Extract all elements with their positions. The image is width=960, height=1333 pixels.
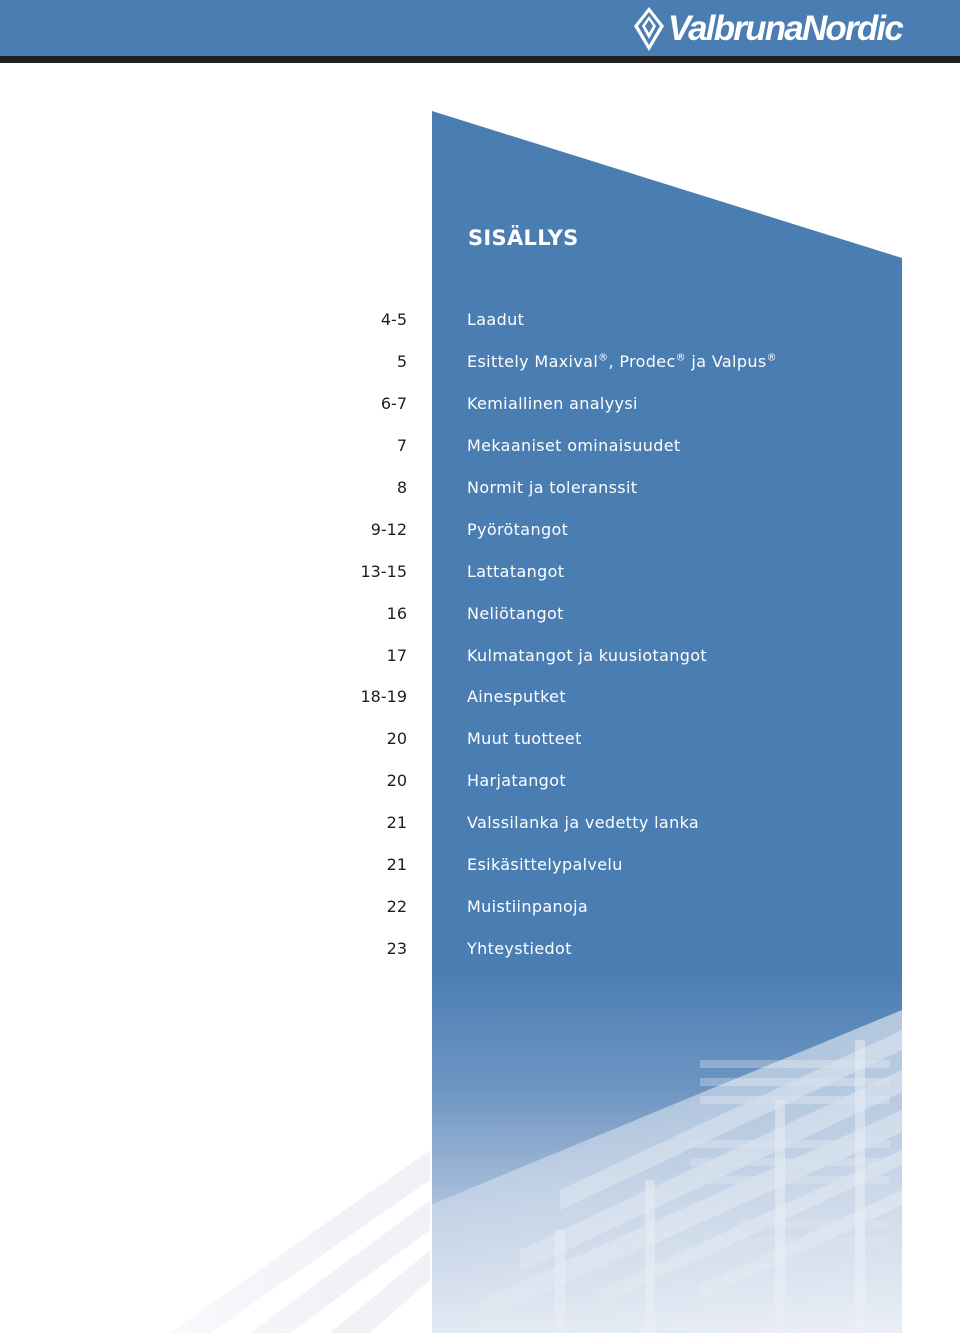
brand-name-right: Nordic — [801, 9, 902, 48]
toc-label: Muistiinpanoja — [467, 897, 589, 917]
toc-label: Valssilanka ja vedetty lanka — [467, 813, 700, 833]
toc-page-number: 8 — [396, 477, 407, 497]
table-of-contents — [340, 306, 900, 977]
page-title: SISÄLLYS — [468, 226, 579, 250]
toc-label: Kulmatangot ja kuusiotangot — [467, 645, 708, 665]
toc-page-number: 21 — [386, 813, 407, 833]
toc-entry — [340, 306, 900, 348]
toc-entry — [340, 683, 900, 725]
toc-page-number: 16 — [386, 603, 407, 623]
toc-page-number: 22 — [386, 897, 407, 917]
brand-logo — [632, 6, 902, 52]
toc-entry — [340, 893, 900, 935]
toc-entry — [340, 809, 900, 851]
toc-label-part: ja Valpus — [686, 351, 767, 371]
toc-page-number: 21 — [386, 855, 407, 875]
toc-page-number: 5 — [396, 351, 407, 371]
toc-page-number: 18-19 — [360, 687, 407, 707]
toc-page-number: 4-5 — [380, 310, 407, 329]
toc-label-part: Esittely Maxival — [467, 351, 599, 371]
toc-label: Harjatangot — [467, 771, 566, 791]
toc-entry — [340, 432, 900, 474]
toc-label: Yhteystiedot — [467, 939, 572, 959]
toc-entry — [340, 474, 900, 516]
toc-entry — [340, 767, 900, 809]
toc-page-number: 20 — [386, 771, 407, 791]
toc-label: Lattatangot — [467, 561, 565, 581]
toc-entry — [340, 516, 900, 558]
valbruna-diamond-icon — [632, 6, 666, 52]
toc-page-number: 7 — [396, 435, 407, 455]
toc-entry — [340, 558, 900, 600]
toc-page-number: 13-15 — [360, 561, 407, 581]
toc-label: Kemiallinen analyysi — [467, 393, 638, 413]
toc-label: Mekaaniset ominaisuudet — [467, 435, 681, 455]
toc-label: Esikäsittelypalvelu — [467, 855, 623, 875]
toc-label: Normit ja toleranssit — [467, 477, 638, 497]
toc-page-number: 17 — [386, 645, 407, 665]
registered-mark: ® — [766, 352, 777, 364]
toc-entry — [340, 600, 900, 642]
toc-label: Ainesputket — [467, 687, 566, 707]
toc-label: Pyörötangot — [467, 519, 569, 539]
header-bar — [0, 0, 960, 63]
registered-mark: ® — [675, 352, 686, 364]
toc-label-part: , Prodec — [608, 351, 676, 371]
toc-label: Laadut — [467, 310, 525, 329]
toc-entry — [340, 851, 900, 893]
brand-name-left: Valbruna — [667, 9, 802, 48]
toc-label: Neliötangot — [467, 603, 564, 623]
toc-entry — [340, 935, 900, 977]
registered-mark: ® — [598, 352, 609, 364]
toc-entry — [340, 348, 900, 390]
toc-page-number: 6-7 — [380, 393, 407, 413]
toc-label: Muut tuotteet — [467, 729, 582, 749]
toc-entry — [340, 725, 900, 767]
toc-entry — [340, 390, 900, 432]
toc-page-number: 23 — [386, 939, 407, 959]
toc-label — [467, 348, 777, 376]
toc-page-number: 9-12 — [370, 519, 407, 539]
toc-page-number: 20 — [386, 729, 407, 749]
toc-entry — [340, 642, 900, 684]
